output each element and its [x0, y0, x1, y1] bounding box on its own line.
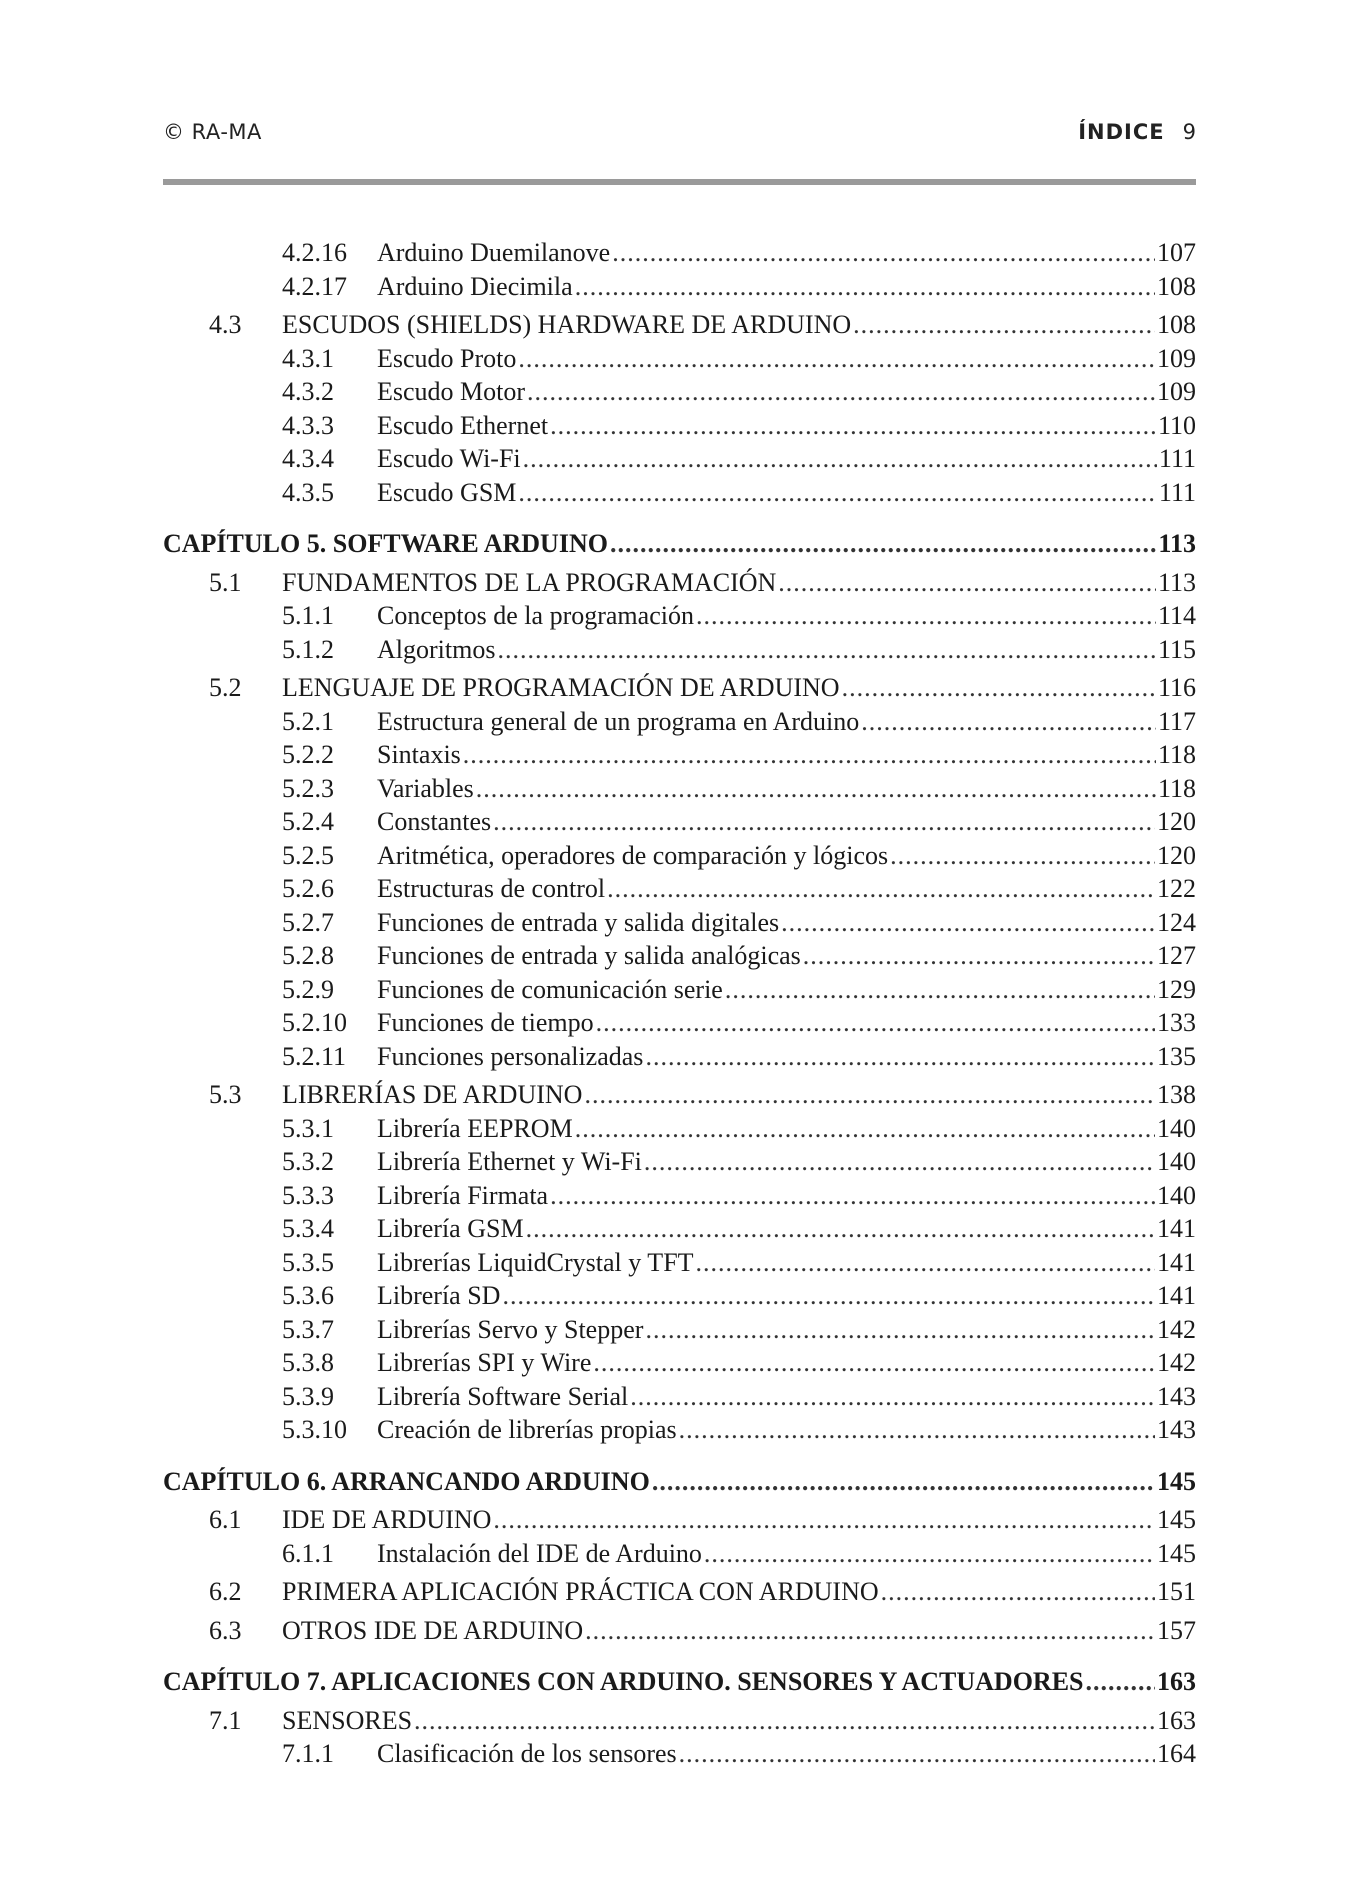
toc-entry-page: 141 [1157, 1247, 1196, 1277]
toc-entry-number: 5.3.8 [282, 1348, 334, 1377]
toc-entry-title: Variables [377, 773, 474, 803]
toc-entry [163, 1040, 1196, 1074]
dot-leader [463, 738, 1156, 772]
toc-entry-page: 140 [1157, 1180, 1196, 1210]
dot-leader [644, 1145, 1155, 1179]
toc-entry-number: 5.3.3 [282, 1180, 334, 1210]
toc-entry-title: Estructuras de control [377, 874, 606, 903]
dot-leader [518, 342, 1155, 376]
dot-leader [781, 906, 1155, 940]
dot-leader [881, 1575, 1155, 1609]
toc-entry-number: 6.3 [209, 1615, 242, 1645]
toc-entry-page: 157 [1157, 1615, 1196, 1645]
dot-leader [890, 839, 1155, 873]
dot-leader [527, 375, 1155, 409]
toc-entry-page: 114 [1157, 601, 1196, 630]
toc-entry-title: Escudo GSM [377, 477, 517, 507]
toc-entry [163, 1179, 1196, 1213]
toc-entry [163, 442, 1196, 476]
toc-entry [163, 633, 1196, 667]
toc-entry-title: PRIMERA APLICACIÓN PRÁCTICA CON ARDUINO [282, 1577, 879, 1606]
toc-entry-page: 108 [1157, 271, 1196, 301]
dot-leader [585, 1614, 1155, 1648]
toc-entry-number: 5.1.2 [282, 634, 334, 664]
toc-entry-title: Escudo Motor [377, 377, 526, 406]
toc-entry [163, 1112, 1196, 1146]
toc-entry-title: Librería GSM [377, 1214, 524, 1243]
dot-leader [493, 1503, 1155, 1537]
toc-entry-page: 145 [1157, 1538, 1196, 1568]
toc-entry-page: 116 [1157, 673, 1196, 702]
toc-entry-title: LENGUAJE DE PROGRAMACIÓN DE ARDUINO [282, 673, 840, 702]
toc-entry [163, 308, 1196, 342]
toc-entry-title: CAPÍTULO 6. ARRANCANDO ARDUINO [163, 1466, 650, 1496]
toc-entry-title: Algoritmos [377, 634, 496, 664]
toc-entry-number: 5.2.3 [282, 773, 334, 803]
toc-entry-page: 122 [1157, 874, 1196, 903]
toc-entry-page: 140 [1157, 1147, 1196, 1176]
toc-entry-page: 118 [1157, 773, 1196, 803]
toc-entry-page: 143 [1157, 1381, 1196, 1411]
dot-leader [584, 1078, 1155, 1112]
toc-entry-page: 113 [1158, 529, 1196, 558]
toc-entry-title: ESCUDOS (SHIELDS) HARDWARE DE ARDUINO [282, 310, 852, 339]
toc-entry-title: Clasificación de los sensores [377, 1739, 677, 1768]
toc-entry-page: 135 [1157, 1041, 1196, 1071]
toc-entry [163, 772, 1196, 806]
toc-entry-page: 141 [1157, 1281, 1196, 1310]
toc-entry-title: Funciones de tiempo [377, 1008, 594, 1037]
toc-entry-page: 141 [1157, 1214, 1196, 1243]
dot-leader [523, 442, 1157, 476]
toc-entry-title: Escudo Proto [377, 343, 517, 373]
toc-entry-number: 7.1.1 [282, 1739, 334, 1768]
running-header [163, 120, 1196, 150]
toc-entry-title: Instalación del IDE de Arduino [377, 1538, 702, 1568]
toc-entry-page: 142 [1157, 1314, 1196, 1344]
toc-entry [163, 1537, 1196, 1571]
toc-entry-page: 124 [1157, 907, 1196, 937]
dot-leader [575, 270, 1155, 304]
toc-entry-title: LIBRERÍAS DE ARDUINO [282, 1080, 583, 1109]
dot-leader [704, 1537, 1155, 1571]
toc-entry-title: Escudo Ethernet [377, 410, 549, 440]
toc-entry [163, 872, 1196, 906]
toc-entry-number: 7.1 [209, 1705, 242, 1735]
toc-entry [163, 1145, 1196, 1179]
publisher-mark: © RA-MA [163, 120, 262, 144]
toc-entry-page: 111 [1158, 444, 1196, 473]
toc-entry [163, 1575, 1196, 1609]
toc-entry-page: 108 [1157, 310, 1196, 339]
toc-entry [163, 1413, 1196, 1447]
dot-leader [778, 566, 1156, 600]
toc-entry [163, 342, 1196, 376]
toc-entry-page: 118 [1157, 740, 1196, 769]
toc-entry-title: Arduino Duemilanove [377, 238, 611, 267]
dot-leader [497, 633, 1156, 667]
dot-leader [550, 1179, 1155, 1213]
toc-entry-number: 5.2.2 [282, 740, 334, 769]
toc-entry-title: Conceptos de la programación [377, 601, 694, 630]
page-number: 9 [1182, 120, 1196, 144]
toc-entry [163, 1737, 1196, 1771]
toc-entry [163, 409, 1196, 443]
toc-entry-number: 4.3.4 [282, 444, 334, 473]
toc-entry-title: CAPÍTULO 5. SOFTWARE ARDUINO [163, 529, 608, 558]
dot-leader [645, 1313, 1155, 1347]
toc-entry-title: Estructura general de un programa en Arduino [377, 706, 860, 736]
toc-entry [163, 738, 1196, 772]
toc-entry-page: 142 [1157, 1348, 1196, 1377]
toc-entry [163, 1503, 1196, 1537]
toc-entry-number: 6.1.1 [282, 1538, 334, 1568]
dot-leader [476, 772, 1156, 806]
toc-entry-page: 115 [1157, 634, 1196, 664]
toc-entry-title: Aritmética, operadores de comparación y lógicos [377, 840, 889, 870]
toc-entry-title: CAPÍTULO 7. APLICACIONES CON ARDUINO. SENSORES Y ACTUADORES [163, 1667, 1084, 1696]
toc-entry-page: 145 [1157, 1466, 1196, 1496]
dot-leader [696, 599, 1156, 633]
toc-entry-page: 129 [1157, 974, 1196, 1004]
toc-entry-page: 113 [1157, 567, 1196, 597]
toc-entry-page: 117 [1157, 706, 1196, 736]
toc-entry-number: 5.1 [209, 567, 242, 597]
toc-entry-number: 4.2.17 [282, 271, 347, 301]
toc-entry-title: Librería Software Serial [377, 1381, 629, 1411]
toc-entry-title: Escudo Wi-Fi [377, 444, 521, 473]
toc-entry-number: 4.2.16 [282, 238, 347, 267]
toc-entry-number: 6.1 [209, 1505, 242, 1534]
toc-entry-title: SENSORES [282, 1705, 413, 1735]
toc-entry-page: 163 [1157, 1667, 1196, 1696]
toc-entry-number: 5.3.5 [282, 1247, 334, 1277]
dot-leader [679, 1737, 1155, 1771]
toc-entry-number: 5.2.7 [282, 907, 334, 937]
toc-entry-title: Constantes [377, 807, 492, 836]
toc-entry-number: 5.2.1 [282, 706, 334, 736]
toc-entry-title: Librerías LiquidCrystal y TFT [377, 1247, 694, 1277]
dot-leader [607, 872, 1155, 906]
toc-entry-page: 151 [1157, 1577, 1196, 1606]
toc-entry-title: Librería EEPROM [377, 1113, 573, 1143]
toc-entry-number: 5.2.10 [282, 1008, 347, 1037]
toc-entry-number: 4.3.3 [282, 410, 334, 440]
toc-entry-page: 127 [1157, 941, 1196, 970]
toc-entry [163, 1078, 1196, 1112]
toc-entry-number: 5.3.2 [282, 1147, 334, 1176]
toc-entry [163, 375, 1196, 409]
dot-leader [842, 671, 1156, 705]
toc-entry [163, 1346, 1196, 1380]
toc-entry-number: 5.3.6 [282, 1281, 334, 1310]
toc-entry-title: Librería SD [377, 1281, 501, 1310]
toc-entry-number: 6.2 [209, 1577, 242, 1606]
dot-leader [575, 1112, 1155, 1146]
toc-entry [163, 973, 1196, 1007]
toc-entry-number: 4.3 [209, 310, 242, 339]
toc-entry-title: Funciones de entrada y salida analógicas [377, 941, 801, 970]
toc-entry-number: 5.2.11 [282, 1041, 347, 1071]
toc-chapter-entry [163, 1465, 1196, 1499]
dot-leader [853, 308, 1155, 342]
toc-entry [163, 270, 1196, 304]
toc-entry-number: 5.3.7 [282, 1314, 334, 1344]
toc-entry-number: 5.2.8 [282, 941, 334, 970]
header-rule [163, 179, 1196, 185]
toc-entry [163, 1006, 1196, 1040]
toc-entry-title: Sintaxis [377, 740, 461, 769]
toc-entry-page: 133 [1157, 1008, 1196, 1037]
toc-entry-number: 5.2.6 [282, 874, 334, 903]
dot-leader [725, 973, 1155, 1007]
toc-entry [163, 939, 1196, 973]
toc-entry-title: Funciones personalizadas [377, 1041, 644, 1071]
toc-entry-page: 110 [1157, 410, 1196, 440]
dot-leader [502, 1279, 1155, 1313]
dot-leader [861, 705, 1156, 739]
toc-entry-page: 109 [1157, 377, 1196, 406]
toc-entry-page: 111 [1158, 477, 1196, 507]
toc-entry-page: 163 [1157, 1705, 1196, 1735]
toc-entry-title: Librería Firmata [377, 1180, 549, 1210]
toc-entry-number: 5.3.10 [282, 1415, 347, 1444]
toc-entry [163, 1246, 1196, 1280]
toc-entry-title: Funciones de comunicación serie [377, 974, 723, 1004]
toc-entry-number: 4.3.2 [282, 377, 334, 406]
toc-entry-page: 164 [1157, 1739, 1196, 1768]
toc-entry-title: Funciones de entrada y salida digitales [377, 907, 780, 937]
toc-entry [163, 1614, 1196, 1648]
toc-entry-title: FUNDAMENTOS DE LA PROGRAMACIÓN [282, 567, 777, 597]
toc-entry-number: 5.3.1 [282, 1113, 334, 1143]
dot-leader [493, 805, 1155, 839]
section-title: ÍNDICE [1078, 120, 1165, 144]
toc-entry-title: Creación de librerías propias [377, 1415, 677, 1444]
toc-entry [163, 1313, 1196, 1347]
toc-entry-page: 140 [1157, 1113, 1196, 1143]
toc-entry [163, 1279, 1196, 1313]
toc-entry-title: Librerías Servo y Stepper [377, 1314, 644, 1344]
toc-entry-title: Librería Ethernet y Wi-Fi [377, 1147, 642, 1176]
dot-leader [679, 1413, 1155, 1447]
dot-leader [593, 1346, 1155, 1380]
toc-entry [163, 805, 1196, 839]
dot-leader [645, 1040, 1155, 1074]
dot-leader [1086, 1665, 1155, 1699]
toc-entry-title: Librerías SPI y Wire [377, 1348, 592, 1377]
toc-entry-number: 4.3.1 [282, 343, 334, 373]
toc-entry-title: IDE DE ARDUINO [282, 1505, 492, 1534]
toc-entry-page: 143 [1157, 1415, 1196, 1444]
toc-entry-title: OTROS IDE DE ARDUINO [282, 1615, 584, 1645]
toc-entry-page: 120 [1157, 840, 1196, 870]
dot-leader [518, 476, 1157, 510]
toc-entry [163, 1212, 1196, 1246]
dot-leader [803, 939, 1155, 973]
toc-entry-number: 5.3.9 [282, 1381, 334, 1411]
toc-entry-number: 5.3.4 [282, 1214, 334, 1243]
toc-entry-number: 5.2.9 [282, 974, 334, 1004]
toc-entry [163, 566, 1196, 600]
toc-entry [163, 1380, 1196, 1414]
toc-entry [163, 906, 1196, 940]
toc-entry-number: 4.3.5 [282, 477, 334, 507]
toc-entry [163, 476, 1196, 510]
toc-entry-number: 5.2 [209, 673, 242, 702]
dot-leader [630, 1380, 1155, 1414]
toc-chapter-entry [163, 1665, 1196, 1699]
dot-leader [652, 1465, 1155, 1499]
toc-entry-page: 109 [1157, 343, 1196, 373]
header-right [1078, 120, 1196, 144]
toc-entry [163, 839, 1196, 873]
toc-entry-page: 120 [1157, 807, 1196, 836]
toc-entry-number: 5.2.5 [282, 840, 334, 870]
toc-entry [163, 705, 1196, 739]
toc-entry-page: 107 [1157, 238, 1196, 267]
toc-entry-page: 145 [1157, 1505, 1196, 1534]
toc-entry [163, 1704, 1196, 1738]
dot-leader [414, 1704, 1155, 1738]
dot-leader [550, 409, 1156, 443]
dot-leader [526, 1212, 1155, 1246]
toc-entry [163, 599, 1196, 633]
toc-entry [163, 236, 1196, 270]
dot-leader [610, 527, 1156, 561]
toc-chapter-entry [163, 527, 1196, 561]
toc-entry-number: 5.1.1 [282, 601, 334, 630]
dot-leader [612, 236, 1155, 270]
dot-leader [696, 1246, 1155, 1280]
toc-entry-number: 5.3 [209, 1080, 242, 1109]
toc-entry-title: Arduino Diecimila [377, 271, 573, 301]
toc-entry [163, 671, 1196, 705]
dot-leader [596, 1006, 1155, 1040]
toc-entry-number: 5.2.4 [282, 807, 334, 836]
toc-entry-page: 138 [1157, 1080, 1196, 1109]
table-of-contents [163, 236, 1196, 1771]
